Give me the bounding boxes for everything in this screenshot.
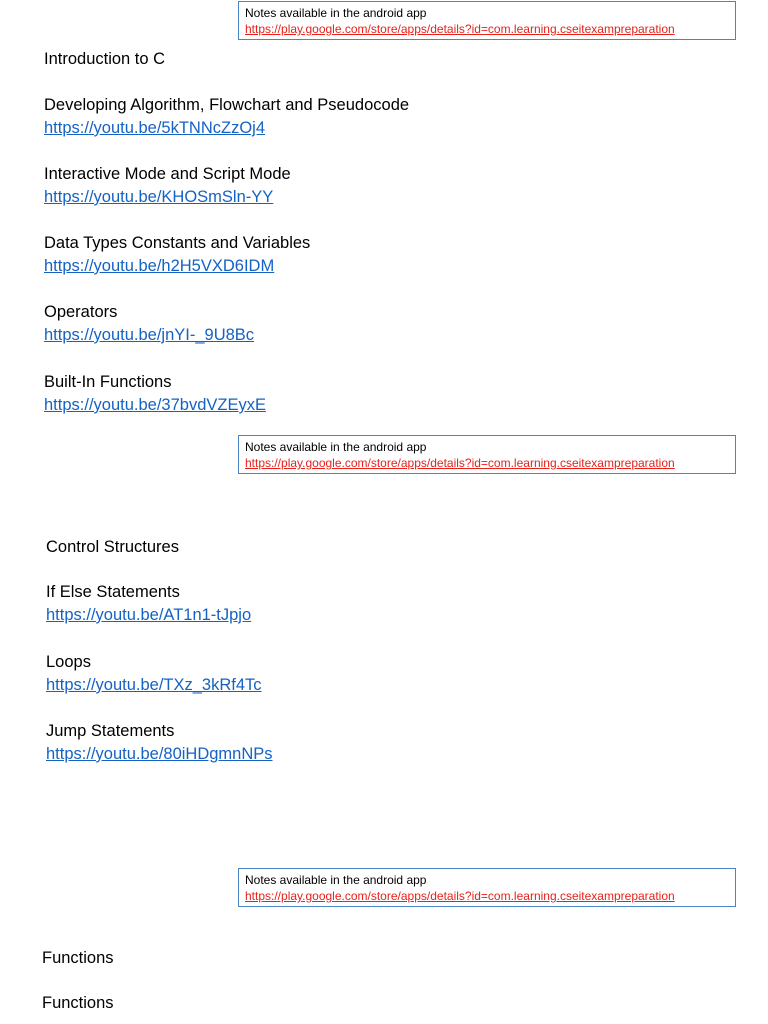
topic-title: If Else Statements bbox=[46, 583, 180, 601]
topic-title: Operators bbox=[44, 303, 118, 321]
section-heading: Functions bbox=[42, 949, 114, 967]
topic-algorithm bbox=[44, 94, 409, 140]
notice-text: Notes available in the android app bbox=[245, 440, 427, 454]
topic-title: Developing Algorithm, Flowchart and Pseudocode bbox=[44, 96, 410, 114]
section-heading: Control Structures bbox=[46, 538, 179, 556]
notice-text: Notes available in the android app bbox=[245, 873, 427, 887]
topic-video-link[interactable]: https://youtu.be/80iHDgmnNPs bbox=[46, 745, 273, 763]
topic-interactive-mode bbox=[44, 163, 291, 209]
topic-title: Data Types Constants and Variables bbox=[44, 234, 311, 252]
topic-title: Functions bbox=[42, 994, 114, 1012]
notice-link[interactable]: https://play.google.com/store/apps/details?id=com.learning.cseitexampreparation bbox=[245, 456, 675, 470]
topic-video-link[interactable]: https://youtu.be/jnYI-_9U8Bc bbox=[44, 326, 255, 344]
topic-video-link[interactable]: https://youtu.be/5kTNNcZzOj4 bbox=[44, 119, 266, 137]
topic-video-link[interactable]: https://youtu.be/AT1n1-tJpjo bbox=[46, 606, 252, 624]
topic-title: Interactive Mode and Script Mode bbox=[44, 165, 291, 183]
topic-video-link[interactable]: https://youtu.be/37bvdVZEyxE bbox=[44, 396, 266, 414]
topic-built-in-functions bbox=[44, 371, 266, 417]
topic-operators bbox=[44, 301, 254, 347]
notice-link[interactable]: https://play.google.com/store/apps/details?id=com.learning.cseitexampreparation bbox=[245, 22, 675, 36]
topic-loops bbox=[46, 651, 262, 697]
notice-link[interactable]: https://play.google.com/store/apps/details?id=com.learning.cseitexampreparation bbox=[245, 889, 675, 903]
topic-video-link[interactable]: https://youtu.be/h2H5VXD6IDM bbox=[44, 257, 275, 275]
topic-video-link[interactable]: https://youtu.be/KHOSmSln-YY bbox=[44, 188, 274, 206]
topic-title: Loops bbox=[46, 653, 91, 671]
topic-title: Jump Statements bbox=[46, 722, 175, 740]
topic-data-types bbox=[44, 232, 310, 278]
section-heading: Introduction to C bbox=[44, 50, 166, 68]
section-heading-intro bbox=[44, 48, 165, 71]
topic-video-link[interactable]: https://youtu.be/TXz_3kRf4Tc bbox=[46, 676, 262, 694]
android-app-notice bbox=[238, 868, 736, 907]
android-app-notice bbox=[238, 435, 736, 474]
section-heading-functions bbox=[42, 947, 114, 970]
notice-text: Notes available in the android app bbox=[245, 6, 427, 20]
topic-title: Built-In Functions bbox=[44, 373, 172, 391]
section-heading-control bbox=[46, 536, 179, 559]
topic-functions bbox=[42, 992, 114, 1015]
topic-if-else bbox=[46, 581, 251, 627]
topic-jump-statements bbox=[46, 720, 273, 766]
android-app-notice bbox=[238, 1, 736, 40]
